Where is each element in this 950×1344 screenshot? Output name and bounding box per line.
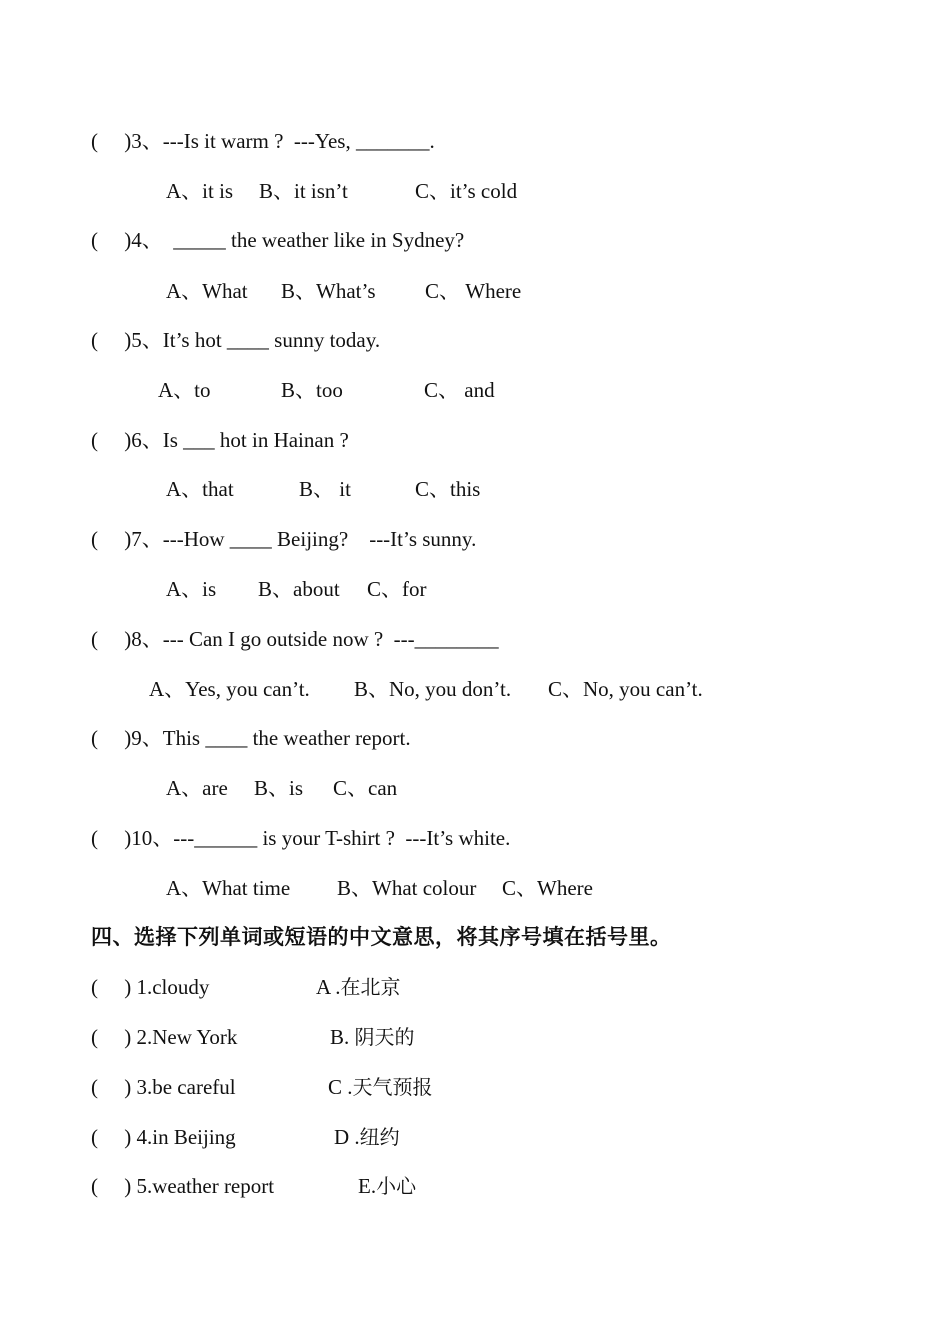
question-8-stem: ( )8、--- Can I go outside now ? ---________ [91,627,499,651]
q7-option-a: A、is [166,577,217,601]
q10-option-b: B、What colour [337,876,477,900]
match-item-e [358,1174,416,1198]
match-meaning-a: 在北京 [340,975,401,999]
section-4-heading: 四、选择下列单词或短语的中文意思，将其序号填在括号里。 [91,925,672,949]
q7-option-c: C、for [367,577,427,601]
q8-option-a: A、Yes, you can’t. [149,677,310,701]
question-10-stem: ( )10、---______ is your T-shirt ? ---It’s white. [91,826,511,850]
match-meaning-d: 纽约 [359,1125,400,1149]
q3-option-a: A、it is [166,179,234,203]
match-item-4-word: ( ) 4.in Beijing [91,1125,236,1149]
q9-option-a: A、are [166,776,228,800]
q4-option-b: B、What’s [281,279,376,303]
match-item-d [334,1125,400,1149]
q10-option-c: C、Where [502,876,593,900]
match-letter-d: D . [334,1125,360,1149]
match-meaning-b: 阴天的 [354,1025,415,1049]
question-9-stem: ( )9、This ____ the weather report. [91,726,411,750]
match-item-2-word: ( ) 2.New York [91,1025,238,1049]
match-letter-a: A . [316,975,341,999]
question-5-stem: ( )5、It’s hot ____ sunny today. [91,328,381,352]
match-letter-c: C . [328,1075,353,1099]
q4-option-a: A、What [166,279,248,303]
match-letter-e: E. [358,1174,377,1198]
question-4-stem: ( )4、 _____ the weather like in Sydney? [91,228,465,252]
q6-option-a: A、that [166,477,234,501]
match-meaning-c: 天气预报 [352,1075,433,1099]
q8-option-b: B、No, you don’t. [354,677,512,701]
match-item-a [316,975,401,999]
q5-option-c: C、 and [424,378,495,402]
match-item-5-word: ( ) 5.weather report [91,1174,275,1198]
match-item-1-word: ( ) 1.cloudy [91,975,210,999]
q5-option-b: B、too [281,378,343,402]
match-item-3-word: ( ) 3.be careful [91,1075,236,1099]
q7-option-b: B、about [258,577,340,601]
match-item-c [328,1075,433,1099]
q6-option-b: B、 it [299,477,351,501]
match-meaning-e: 小心 [376,1174,417,1198]
match-letter-b: B. [330,1025,355,1049]
q9-option-c: C、can [333,776,398,800]
q3-option-c: C、it’s cold [415,179,518,203]
q4-option-c: C、 Where [425,279,522,303]
q8-option-c: C、No, you can’t. [548,677,703,701]
q3-option-b: B、it isn’t [259,179,348,203]
q5-option-a: A、to [158,378,211,402]
question-6-stem: ( )6、Is ___ hot in Hainan ? [91,428,349,452]
match-item-b [330,1025,415,1049]
q6-option-c: C、this [415,477,481,501]
question-3-stem: ( )3、---Is it warm ? ---Yes, _______. [91,129,435,153]
q10-option-a: A、What time [166,876,291,900]
q9-option-b: B、is [254,776,304,800]
question-7-stem: ( )7、---How ____ Beijing? ---It’s sunny. [91,527,477,551]
